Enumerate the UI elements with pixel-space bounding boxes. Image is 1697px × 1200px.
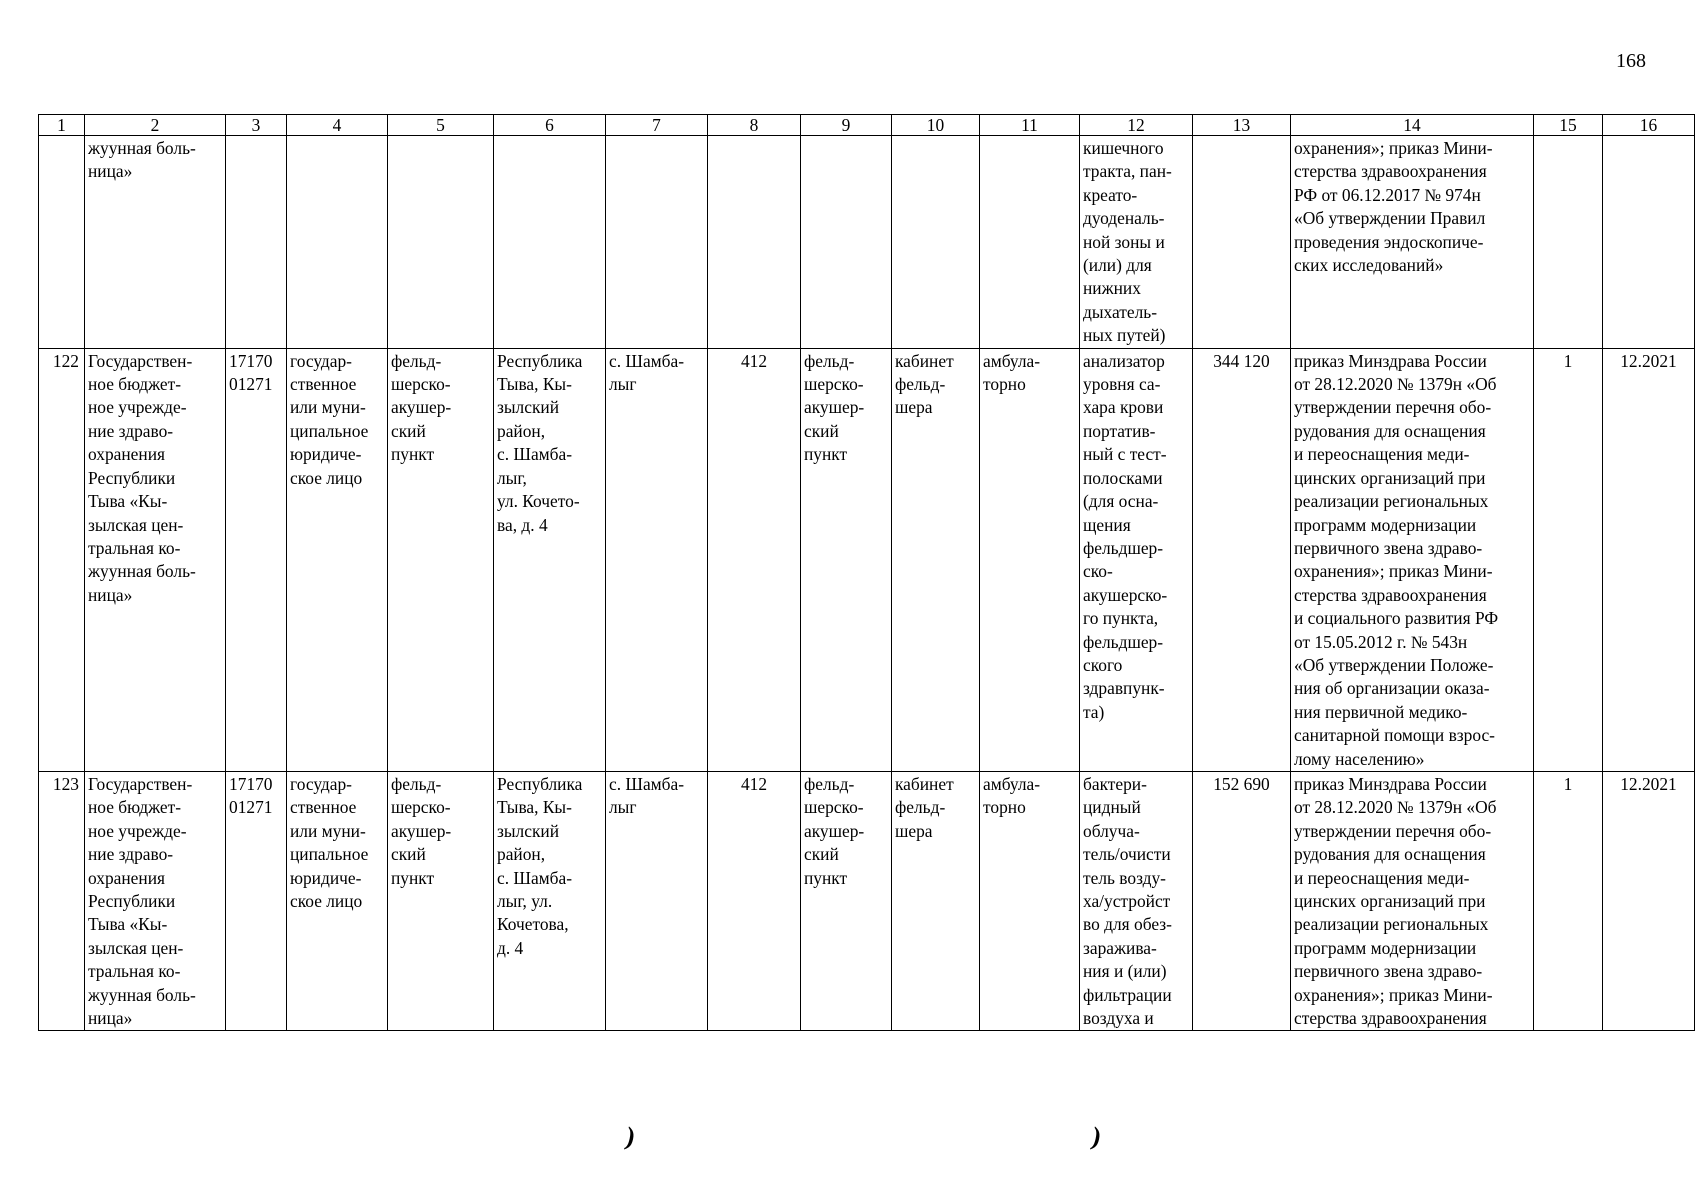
column-header-row xyxy=(39,115,1695,136)
column-header: 4 xyxy=(287,115,388,136)
column-header: 10 xyxy=(892,115,980,136)
subdivision-cell: фельд- шерско- акушер- ский пункт xyxy=(801,348,892,771)
column-header: 1 xyxy=(39,115,85,136)
settlement-cell: с. Шамба- лыг xyxy=(606,771,708,1030)
unit-type-cell xyxy=(388,136,494,349)
legal-basis-cell: приказ Минздрава России от 28.12.2020 № 1379н «Об утверждении перечня обо- рудования для оснащения и переоснащения меди- цинских организаций при реализации региональных программ модернизации первичного звена здраво- охранения»; приказ Мини- стерства здравоохранения и социального развития РФ от 15.05.2012 г. № 543н «Об утверждении Положе- ния об организации оказа- ния первичной медико- санитарной помощи взрос- лому населению» xyxy=(1291,348,1534,771)
population-cell xyxy=(708,136,801,349)
column-header: 2 xyxy=(85,115,226,136)
settlement-cell: с. Шамба- лыг xyxy=(606,348,708,771)
population-cell: 412 xyxy=(708,348,801,771)
equipment-cell: бактери- цидный облуча- тель/очисти тель возду- ха/устройст во для обез- заражива- ния и (или) фильтрации воздуха и xyxy=(1080,771,1193,1030)
column-header: 9 xyxy=(801,115,892,136)
document-table xyxy=(38,114,1695,1031)
code-cell xyxy=(226,136,287,349)
institution-name-cell: Государствен- ное бюджет- ное учрежде- ние здраво- охранения Республики Тыва «Кы- зылская цен- тральная ко- жуунная боль- ница» xyxy=(85,348,226,771)
table-row xyxy=(39,348,1695,771)
legal-basis-cell: приказ Минздрава России от 28.12.2020 № 1379н «Об утверждении перечня обо- рудования для оснащения и переоснащения меди- цинских организаций при реализации региональных программ модернизации первичного звена здраво- охранения»; приказ Мини- стерства здравоохранения xyxy=(1291,771,1534,1030)
room-cell: кабинет фельд- шера xyxy=(892,348,980,771)
column-header: 7 xyxy=(606,115,708,136)
column-header: 11 xyxy=(980,115,1080,136)
table-row xyxy=(39,771,1695,1030)
scan-mark: ) xyxy=(623,1121,638,1152)
unit-type-cell: фельд- шерско- акушер- ский пункт xyxy=(388,771,494,1030)
date-cell xyxy=(1603,136,1695,349)
row-number-cell: 122 xyxy=(39,348,85,771)
column-header: 13 xyxy=(1193,115,1291,136)
care-mode-cell: амбула- торно xyxy=(980,348,1080,771)
row-number-cell xyxy=(39,136,85,349)
price-cell xyxy=(1193,136,1291,349)
subdivision-cell: фельд- шерско- акушер- ский пункт xyxy=(801,771,892,1030)
population-cell: 412 xyxy=(708,771,801,1030)
column-header: 15 xyxy=(1534,115,1603,136)
settlement-cell xyxy=(606,136,708,349)
quantity-cell xyxy=(1534,136,1603,349)
address-cell xyxy=(494,136,606,349)
table-row xyxy=(39,136,1695,349)
room-cell: кабинет фельд- шера xyxy=(892,771,980,1030)
scan-mark: ) xyxy=(1089,1121,1104,1152)
code-cell: 17170 01271 xyxy=(226,348,287,771)
institution-name-cell: Государствен- ное бюджет- ное учрежде- ние здраво- охранения Республики Тыва «Кы- зылская цен- тральная ко- жуунная боль- ница» xyxy=(85,771,226,1030)
care-mode-cell xyxy=(980,136,1080,349)
legal-basis-cell: охранения»; приказ Мини- стерства здравоохранения РФ от 06.12.2017 № 974н «Об утверждении Правил проведения эндоскопиче- ских исследований» xyxy=(1291,136,1534,349)
column-header: 6 xyxy=(494,115,606,136)
row-number-cell: 123 xyxy=(39,771,85,1030)
column-header: 8 xyxy=(708,115,801,136)
equipment-cell: кишечного тракта, пан- креато- дуоденаль- ной зоны и (или) для нижних дыхатель- ных путей) xyxy=(1080,136,1193,349)
care-mode-cell: амбула- торно xyxy=(980,771,1080,1030)
quantity-cell: 1 xyxy=(1534,348,1603,771)
address-cell: Республика Тыва, Кы- зылский район, с. Шамба- лыг, ул. Кочето- ва, д. 4 xyxy=(494,348,606,771)
quantity-cell: 1 xyxy=(1534,771,1603,1030)
legal-form-cell xyxy=(287,136,388,349)
page-number: 168 xyxy=(1616,50,1646,72)
date-cell: 12.2021 xyxy=(1603,771,1695,1030)
date-cell: 12.2021 xyxy=(1603,348,1695,771)
column-header: 5 xyxy=(388,115,494,136)
column-header: 14 xyxy=(1291,115,1534,136)
column-header: 12 xyxy=(1080,115,1193,136)
address-cell: Республика Тыва, Кы- зылский район, с. Шамба- лыг, ул. Кочетова, д. 4 xyxy=(494,771,606,1030)
price-cell: 152 690 xyxy=(1193,771,1291,1030)
institution-name-cell: жуунная боль- ница» xyxy=(85,136,226,349)
price-cell: 344 120 xyxy=(1193,348,1291,771)
room-cell xyxy=(892,136,980,349)
legal-form-cell: государ- ственное или муни- ципальное юридиче- ское лицо xyxy=(287,771,388,1030)
unit-type-cell: фельд- шерско- акушер- ский пункт xyxy=(388,348,494,771)
subdivision-cell xyxy=(801,136,892,349)
equipment-cell: анализатор уровня са- хара крови портатив- ный с тест- полосками (для осна- щения фельдшер- ско- акушерско- го пункта, фельдшер- ского здравпунк- та) xyxy=(1080,348,1193,771)
column-header: 16 xyxy=(1603,115,1695,136)
code-cell: 17170 01271 xyxy=(226,771,287,1030)
column-header: 3 xyxy=(226,115,287,136)
legal-form-cell: государ- ственное или муни- ципальное юридиче- ское лицо xyxy=(287,348,388,771)
